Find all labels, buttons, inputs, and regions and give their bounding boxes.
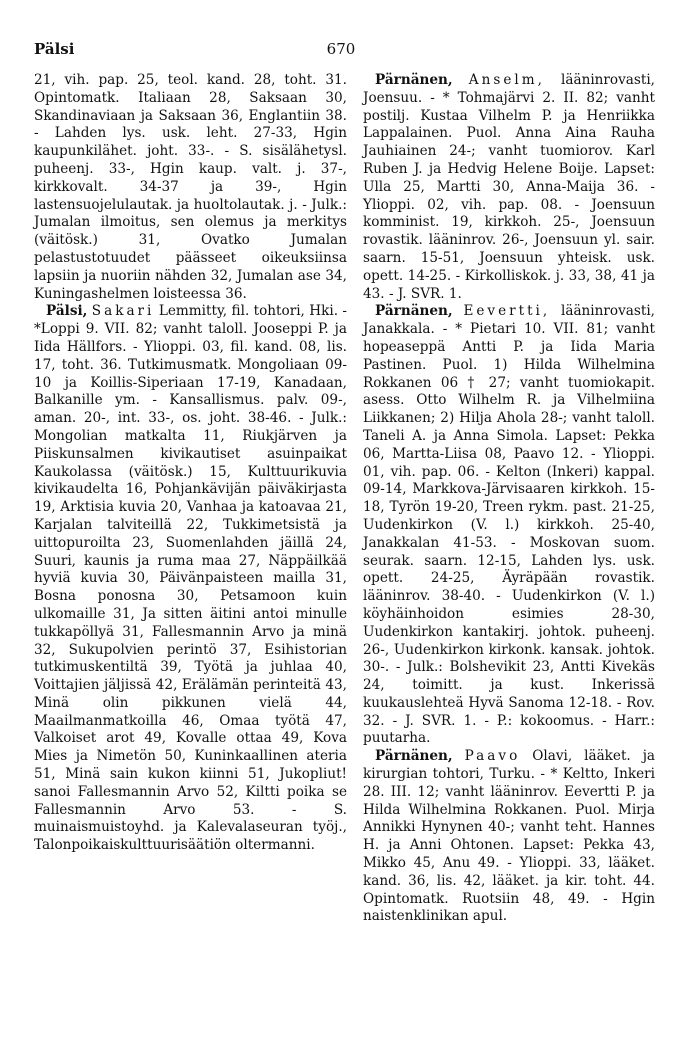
right-column: [363, 72, 655, 926]
entry-text: Lemmitty, fil. tohtori, Hki. - *Loppi 9. VII. 82; vanht taloll. Jooseppi P. ja Iida Hällfors. - Ylioppi. 03, fil. kand. 08, lis. 17, toht. 36. Tutkimusmatk. Mongoliaan 09-10 ja Koillis-Siperiaan 17-19, Kanadaan, Balkanille ym. - Kansallismus. palv. 09-, aman. 20-, int. 33-, os. joht. 38-46. - Julk.: Mongolian matkalta 11, Riukjärven ja Piiskunsalmen kivikautiset asuinpaikat Kaukolassa (väitösk.) 15, Kulttuurikuvia kivikaudelta 16, Pohjankävijän päiväkirjasta 19, Arktisia kuvia 20, Vanhaa ja katoavaa 21, Karjalan talviteillä 22, Tukkimetsistä ja uittopuroilta 23, Suomenlahden jäillä 24, Suuri, kaunis ja ruma maa 27, Näppäilkää hyviä kuvia 30, Päivänpaisteen mailla 31, Bosna ponosna 30, Petsamoon kuin ulkomaille 31, Ja sitten äitini antoi minulle tukkapöllyä 31, Fallesmannin Arvo ja minä 32, Sukupolvien perintö 37, Esihistorian tutkimuskentiltä 39, Työtä ja juhlaa 40, Voittajien jäljissä 42, Erälämän perinteitä 43, Minä olin pikkunen vielä 44, Maailmanmatkoilla 46, Omaa työtä 47, Valkoiset arot 49, Kovalle ottaa 49, Kova Mies ja Nimetön 50, Kuninkaallinen ateria 51, Minä sain kukon kiinni 51, Jukopliut! sanoi Fallesmannin Arvo 52, Kiltti poika se Fallesmannin Arvo 53. - S. muinaismuistoyhd. ja Kalevalaseuran työj., Talonpoikaiskulttuurisäätiön oltermanni.: [34, 303, 348, 854]
entry-parnanen-anselm: [363, 72, 655, 303]
page-header: [34, 40, 648, 62]
entry-text: lääninrovasti, Joensuu. - * Tohmajärvi 2. II. 82; vanht postilj. Kustaa Vilhelm P. ja Henriikka Lappalainen. Puol. Anna Aina Rauha Jauhiainen 24-; vanht tuomiorov. Karl Ruben J. ja Hedvig Helene Boije. Lapset: Ulla 25, Martti 30, Anna-Maija 36. - Ylioppi. 02, vih. pap. 08. - Joensuun komminist. 19, kirkkoh. 25-, Joensuun rovastik. lääninrov. 26-, Joensuun yl. sair. saarn. 15-51, Joensuun yhteisk. usk. opett. 14-25. - Kirkolliskok. j. 33, 38, 41 ja 43. - J. SVR. 1.: [363, 72, 656, 302]
entry-palsi-sakari: [34, 303, 347, 855]
entry-text: 21, vih. pap. 25, teol. kand. 28, toht. 31. Opintomatk. Italiaan 28, Saksaan 30, Skandinaviaan ja Saksaan 36, Englantiin 38. - Lahden lys. usk. leht. 27-33, Hgin kaupunkilähet. joht. 33-. - S. sisälähetysl. puheenj. 33-, Hgin kaup. valt. j. 37-, kirkkovalt. 34-37 ja 39-, Hgin lastensuojelulautak. ja huoltolautak. j. - Julk.: Jumalan ilmoitus, sen olemus ja merkitys (väitösk.) 31, Ovatko Jumalan pelastustotuudet päässeet oikeuksiinsa lapsiin ja nuoriin nähden 32, Jumalan ase 34, Kuningashelmen loisteessa 36.: [34, 72, 347, 302]
entry-surname: Pärnänen,: [375, 303, 453, 320]
entry-parnanen-eevertti: [363, 303, 655, 748]
left-column: [34, 72, 347, 855]
page-number: 670: [326, 40, 356, 58]
entry-given-name: Paavo: [464, 748, 521, 765]
entry-given-name: Anselm,: [468, 72, 545, 88]
entry-text: lääninrovasti, Janakkala. - * Pietari 10. VII. 81; vanht hopeaseppä Antti P. ja Iida Maria Pastinen. Puol. 1) Hilda Wilhelmina Rokkanen 06 † 27; vanht tuomiokapit. asess. Otto Wilhelm R. ja Vilhelmiina Liikkanen; 2) Hilja Ahola 28-; vanht taloll. Taneli A. ja Anna Simola. Lapset: Pekka 06, Martta-Liisa 08, Paavo 12. - Ylioppi. 01, vih. pap. 06. - Kelton (Inkeri) kappal. 09-14, Markkova-Järvisaaren kirkkoh. 15-18, Tyrön 19-20, Treen rykm. past. 21-25, Uudenkirkon (V. l.) kirkkoh. 25-40, Janakkalan 41-53. - Moskovan suom. seurak. saarn. 12-15, Lahden lys. usk. opett. 24-25, Äyräpään rovastik. lääninrov. 38-40. - Uudenkirkon (V. l.) köyhäinhoidon esimies 28-30, Uudenkirkon kantakirj. johtok. puheenj. 26-, Uudenkirkon kirkonk. kansak. johtok. 30-. - Julk.: Bolshevikit 23, Antti Kivekäs 24, toimitt. ja kust. Inkerissä kuukauslehteä Hyvä Sanoma 12-18. - Rov. 32. - J. SVR. 1. - P.: kokoomus. - Harr.: puutarha.: [363, 303, 655, 747]
entry-continuation: [34, 72, 347, 303]
entry-text: Olavi, lääket. ja kirurgian tohtori, Turku. - * Keltto, Inkeri 28. III. 12; vanht lääninrov. Eevertti P. ja Hilda Wilhelmina Rokkanen. Puol. Mirja Annikki Hynynen 40-; vanht teht. Hannes H. ja Anni Ohtonen. Lapset: Pekka 43, Mikko 45, Anu 49. - Ylioppi. 33, lääket. kand. 36, lis. 42, lääket. ja kir. toht. 44. Opintomatk. Ruotsiin 48, 49. - Hgin naistenklinikan apul.: [363, 748, 656, 925]
entry-given-name: Eevertti,: [463, 303, 551, 320]
entry-given-name: Sakari: [91, 303, 155, 320]
running-head: Pälsi: [34, 40, 75, 58]
entry-parnanen-paavo: [363, 748, 655, 926]
entry-surname: Pärnänen,: [375, 748, 453, 765]
entry-surname: Pärnänen,: [375, 72, 453, 88]
entry-surname: Pälsi,: [46, 303, 88, 320]
